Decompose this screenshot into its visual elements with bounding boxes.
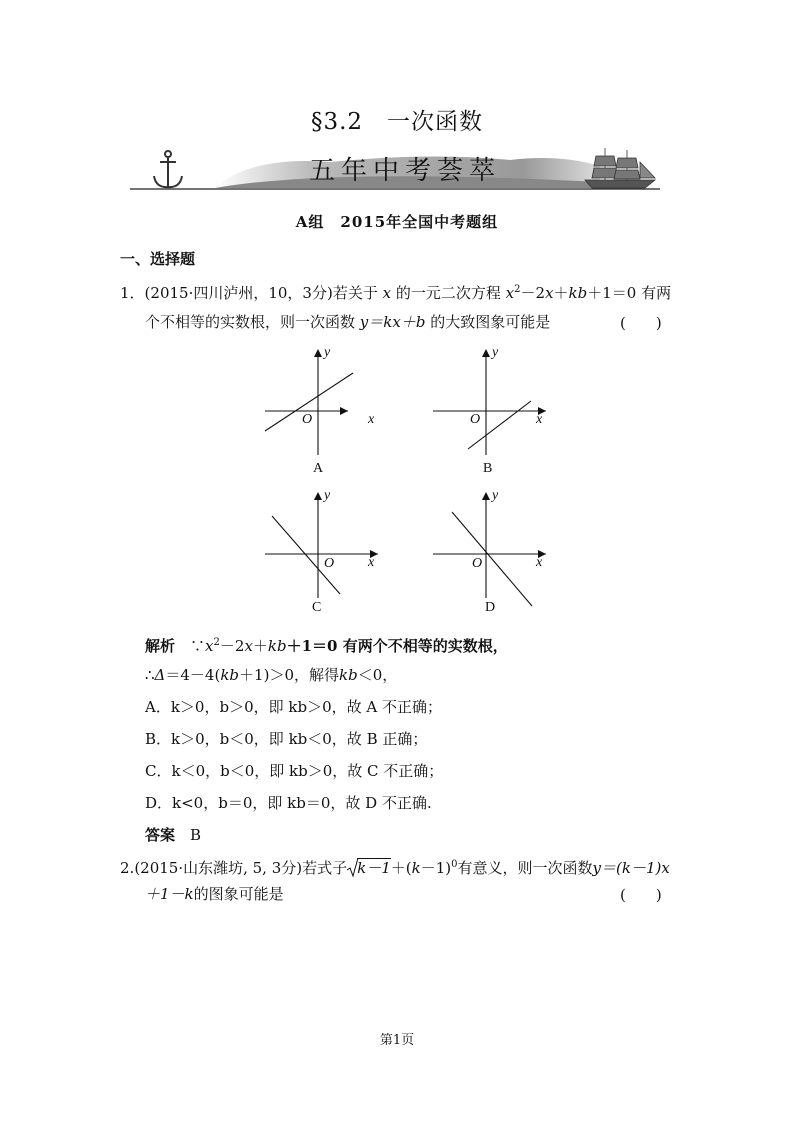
graph-b-x: x [536, 412, 543, 427]
q1-answer-paren: ( ) [620, 314, 662, 332]
analysis-1f: ＋ [252, 637, 268, 655]
analysis-line1 [145, 633, 508, 656]
q2-k: k [411, 859, 421, 877]
graph-d-origin: O [472, 556, 483, 571]
graph-d-y: y [492, 488, 499, 503]
graph-d-x: x [536, 555, 543, 570]
ship-icon [585, 148, 655, 188]
graph-c-origin: O [324, 556, 335, 571]
analysis-opt-a: A．k＞0，b＞0，即 kb＞0，故 A 不正确； [145, 698, 442, 716]
section-heading: 一、选择题 [120, 250, 196, 268]
q1-var-x: x [382, 284, 392, 302]
group-title: A组 2015年全国中考题组 [295, 213, 499, 231]
analysis-2g: ＜0， [357, 666, 398, 684]
analysis-opt-b: B．k＞0，b＜0，即 kb＜0，故 B 正确； [145, 730, 428, 748]
q1-eq-sup: 2 [514, 284, 521, 295]
q2-number: 2. [120, 859, 135, 877]
analysis-delta: Δ [154, 666, 166, 684]
q1-eq-c: ＋1＝0 有两 [587, 284, 672, 302]
q1-line2-b: 的大致图象可能是 [430, 313, 551, 331]
q1-stem-a: 若关于 [332, 284, 378, 302]
q1-eq-a: －2 [520, 284, 546, 302]
sqrt-icon [347, 858, 391, 878]
q1-function: y＝kx＋b [359, 313, 426, 331]
anchor-icon [154, 151, 182, 187]
q2-stem-c: －1) [420, 859, 452, 877]
q1-source: (2015·四川泸州，10，3分) [144, 284, 333, 302]
q2-sqrt-content: k－1 [357, 859, 391, 877]
q1-eq-b: ＋ [553, 284, 569, 302]
graph-a-label: A [313, 461, 324, 476]
q1-line2 [145, 312, 550, 332]
graph-a [260, 345, 410, 465]
graph-c [260, 488, 410, 608]
analysis-2d: kb [220, 666, 240, 684]
q2-stem-a: 若式子 [302, 859, 348, 877]
graph-d [428, 488, 578, 608]
analysis-label: 解析 [145, 637, 176, 655]
page-number: 第1页 [379, 1033, 415, 1048]
q2-stem-d: 有意义，则一次函数 [457, 859, 593, 877]
banner-text: 五年中考荟萃 [308, 156, 501, 186]
q2-function: y＝(k－1)x [592, 859, 670, 877]
q2-line2-b: 的图象可能是 [193, 885, 284, 903]
q2-stem-b: ＋( [390, 859, 412, 877]
analysis-1e: x [244, 637, 253, 655]
q1-eq-x2: x [545, 284, 554, 302]
analysis-1g: kb [267, 637, 287, 655]
q2-line2 [145, 884, 284, 904]
analysis-sup: 2 [213, 637, 220, 648]
q2-line1 [120, 855, 670, 878]
graph-b-y: y [492, 345, 499, 360]
q2-answer-paren: ( ) [620, 886, 662, 904]
analysis-opt-d: D．k<0，b＝0，即 kb＝0，故 D 不正确. [145, 794, 432, 812]
graph-a-origin: O [302, 412, 313, 427]
graph-b-origin: O [470, 412, 481, 427]
analysis-2c: ＝4－4( [165, 666, 221, 684]
graph-a-x: x [368, 412, 375, 427]
q1-line1 [120, 280, 671, 303]
analysis-1d: －2 [219, 637, 245, 655]
analysis-x: x [205, 637, 214, 655]
section-title: §3.2 一次函数 [310, 109, 484, 135]
graph-c-y: y [324, 488, 331, 503]
q1-line2-a: 个不相等的实数根，则一次函数 [145, 313, 356, 331]
graph-b [428, 345, 578, 465]
analysis-1h: ＋1＝0 有两个不相等的实数根， [286, 637, 508, 655]
analysis-opt-c: C．k＜0，b＜0，即 kb＞0，故 C 不正确； [145, 762, 444, 780]
graph-c-x: x [368, 555, 375, 570]
graph-d-label: D [485, 600, 496, 615]
q2-sup: 0 [451, 859, 458, 870]
analysis-2f: kb [339, 666, 358, 684]
answer-line [145, 825, 201, 845]
q1-eq-kb: kb [568, 284, 588, 302]
graph-c-label: C [312, 600, 322, 615]
q2-line2-a: ＋1－k [145, 885, 194, 903]
q1-number: 1． [120, 284, 145, 302]
answer-label: 答案 [145, 826, 176, 844]
q1-eq-x: x [505, 284, 515, 302]
answer-value: B [190, 826, 202, 844]
graph-a-y: y [324, 345, 331, 360]
q1-stem-b: 的一元二次方程 [395, 284, 501, 302]
analysis-therefore: ∴ [145, 666, 155, 684]
graph-b-label: B [483, 461, 493, 476]
analysis-because: ∵ [190, 637, 206, 655]
analysis-2e: ＋1)＞0，解得 [239, 666, 339, 684]
q2-source: (2015·山东潍坊, 5, 3分) [134, 859, 303, 877]
analysis-line2 [145, 665, 397, 685]
